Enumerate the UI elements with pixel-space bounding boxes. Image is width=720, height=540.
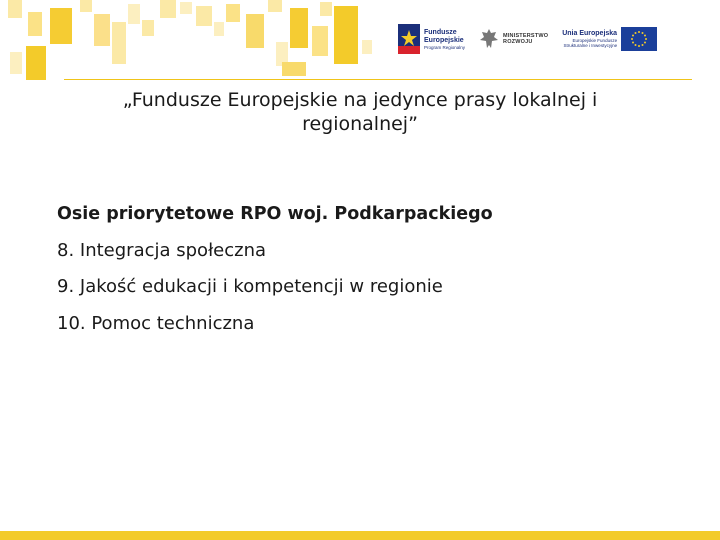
fe-logo-line1: Fundusze [424, 28, 457, 36]
eu-flag-icon [621, 27, 657, 51]
ue-sub2: Strukturalne i Inwestycyjne [563, 43, 618, 48]
ministerstwo-line2: ROZWOJU [503, 39, 533, 45]
ue-title: Unia Europejska [562, 30, 618, 37]
decorative-squares [0, 0, 380, 100]
section-heading: Osie priorytetowe RPO woj. Podkarpackiego [57, 204, 493, 224]
list-item: 9. Jakość edukacji i kompetencji w regionie [57, 276, 443, 297]
eagle-emblem-icon [479, 27, 499, 51]
logo-bar [398, 22, 657, 56]
fe-logo-sub: Program Regionalny [424, 44, 466, 50]
fundusze-europejskie-logo [398, 24, 465, 54]
unia-europejska-logo [562, 27, 657, 51]
header-divider [64, 79, 692, 80]
slide-content [57, 196, 677, 342]
ministerstwo-logo [479, 27, 548, 51]
ue-sub1: Europejskie Fundusze [572, 38, 618, 43]
ministerstwo-line1: MINISTERSTWO [503, 32, 549, 39]
bottom-accent-bar [0, 531, 720, 540]
fe-star-icon [398, 24, 420, 54]
slide-title: „Fundusze Europejskie na jedynce prasy lokalnej i regionalnej” [122, 89, 598, 135]
fe-logo-line2: Europejskie [424, 36, 464, 44]
list-item: 8. Integracja społeczna [57, 239, 267, 261]
list-item: 10. Pomoc techniczna [57, 312, 255, 334]
